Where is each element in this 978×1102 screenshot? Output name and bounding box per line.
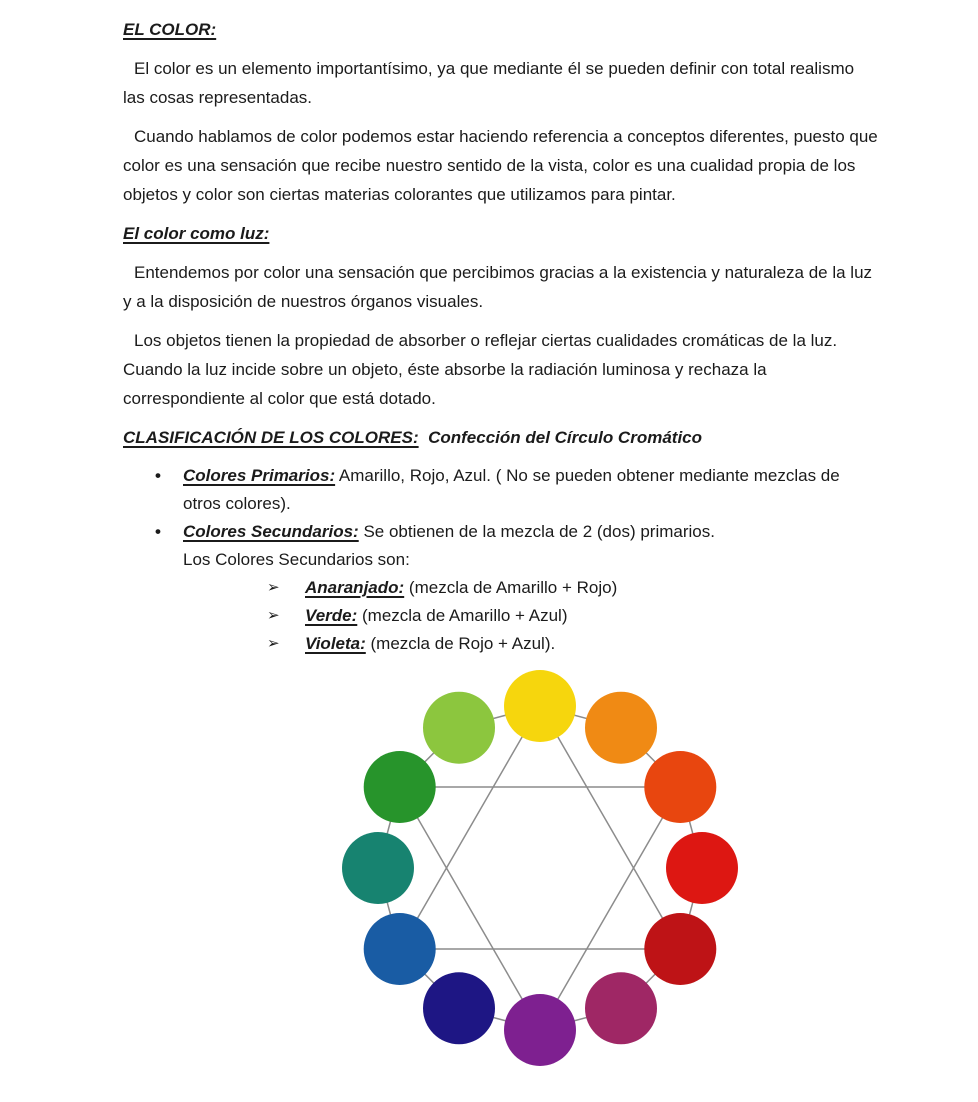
- anaranjado-text: (mezcla de Amarillo + Rojo): [404, 578, 618, 597]
- violeta-label: Violeta:: [305, 634, 366, 653]
- bullet-icon: •: [155, 522, 161, 541]
- arrowhead-icon: ➢: [267, 607, 280, 624]
- paragraph-entendemos: Entendemos por color una sensación que percibimos gracias a la existencia y naturaleza de la luz y a la disposición de nuestros órganos visuales.: [123, 263, 873, 311]
- verde-label: Verde:: [305, 606, 358, 625]
- arrowhead-icon: ➢: [267, 579, 280, 596]
- wheel-connector-line: [400, 949, 459, 1008]
- list-item-violeta: [183, 630, 878, 658]
- wheel-connector-line: [459, 706, 540, 728]
- wheel-connector-line: [400, 706, 540, 949]
- secundarios-text: Se obtienen de la mezcla de 2 (dos) primarios.: [358, 522, 715, 541]
- wheel-connector-line: [621, 949, 680, 1008]
- wheel-connector-line: [378, 787, 400, 868]
- primarios-label: Colores Primarios:: [183, 466, 336, 485]
- wheel-dot-violeta: [504, 994, 576, 1066]
- wheel-connector-line: [540, 706, 680, 949]
- wheel-dot-rojo-violeta: [585, 972, 657, 1044]
- violeta-text: (mezcla de Rojo + Azul).: [365, 634, 556, 653]
- heading-clasificacion-title: CLASIFICACIÓN DE LOS COLORES:: [123, 428, 419, 447]
- wheel-dot-azul-violeta: [423, 972, 495, 1044]
- paragraph-objetos: Los objetos tienen la propiedad de absorber o reflejar ciertas cualidades cromáticas de la luz. Cuando la luz incide sobre un objeto, éste absorbe la radiación luminosa y rechaza la correspondiente al color que está dotado.: [123, 331, 838, 408]
- wheel-connector-line: [680, 787, 702, 868]
- wheel-dot-carmin: [644, 913, 716, 985]
- wheel-connector-line: [540, 706, 621, 728]
- list-item-colores-primarios: [123, 462, 878, 518]
- verde-text: (mezcla de Amarillo + Azul): [357, 606, 568, 625]
- secundarios-label: Colores Secundarios:: [183, 522, 359, 541]
- wheel-dot-rojo: [666, 832, 738, 904]
- list-item-verde: [183, 602, 878, 630]
- paragraph-intro: El color es un elemento importantísimo, ya que mediante él se pueden definir con total realismo las cosas representadas.: [123, 59, 855, 107]
- heading-clasificacion: [123, 423, 878, 452]
- list-item-anaranjado: [183, 574, 878, 602]
- secundarios-continuation: Los Colores Secundarios son:: [183, 550, 410, 569]
- wheel-connector-line: [400, 728, 459, 787]
- wheel-dot-amarillo: [504, 670, 576, 742]
- wheel-dot-rojo-anaranjado: [644, 751, 716, 823]
- arrowhead-icon: ➢: [267, 635, 280, 652]
- anaranjado-label: Anaranjado:: [305, 578, 405, 597]
- wheel-connector-line: [459, 1008, 540, 1030]
- heading-el-color: EL COLOR:: [123, 20, 217, 39]
- wheel-dot-anaranjado: [585, 692, 657, 764]
- secondary-colors-sublist: [183, 574, 878, 658]
- primarios-text: Amarillo, Rojo, Azul. ( No se pueden obtener mediante mezclas de otros colores).: [183, 466, 840, 513]
- heading-color-como-luz: El color como luz:: [123, 224, 270, 243]
- wheel-dot-verde: [364, 751, 436, 823]
- list-item-colores-secundarios: [123, 518, 878, 658]
- wheel-dot-verde-amarillento: [423, 692, 495, 764]
- wheel-connector-line: [680, 868, 702, 949]
- heading-clasificacion-subtitle: Confección del Círculo Cromático: [428, 428, 703, 447]
- wheel-connector-line: [400, 787, 540, 1030]
- wheel-connector-line: [378, 868, 400, 949]
- wheel-dot-azul: [364, 913, 436, 985]
- wheel-connector-line: [540, 1008, 621, 1030]
- paragraph-conceptos: Cuando hablamos de color podemos estar haciendo referencia a conceptos diferentes, puesto que color es una sensación que recibe nuestro sentido de la vista, color es una cualidad propia de los objetos y color son ciertas materias colorantes que utilizamos para pintar.: [123, 127, 878, 204]
- wheel-connector-line: [621, 728, 680, 787]
- wheel-connector-line: [540, 787, 680, 1030]
- colors-list: [123, 462, 878, 658]
- wheel-dot-azul-verdoso: [342, 832, 414, 904]
- bullet-icon: •: [155, 466, 161, 485]
